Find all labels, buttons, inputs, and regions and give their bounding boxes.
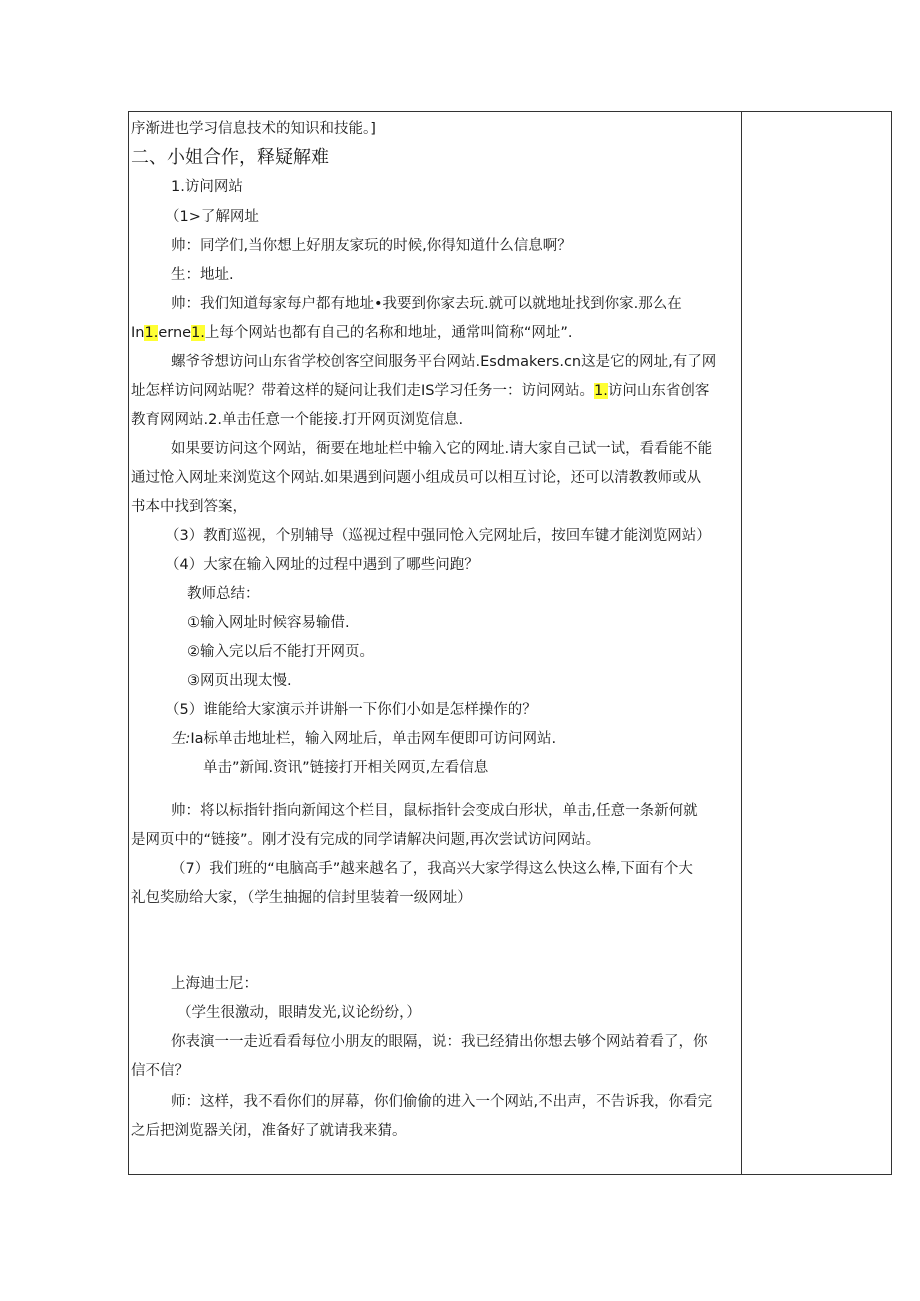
text-fragment: 上每个网站也都有自己的名称和地址，通常叫简称“网址”. [204,325,573,341]
text-line: （1>了解网址 [165,209,259,225]
text-line: 书本中找到答案， [131,499,247,515]
text-line [131,323,573,343]
text-line: 序渐进也学习信息技术的知识和技能。] [131,121,376,137]
text-fragment: erne [158,325,192,341]
text-line: 教师总结： [187,586,260,602]
text-line: （学生很激动，眼睛发光,议论纷纷，） [177,1005,421,1021]
text-line: 单击”新闻.资讯”链接打开相关网页,左看信息 [203,760,489,776]
text-line: （7）我们班的“电脑高手”越来越名了，我高兴大家学得这么快这么棒,下面有个大 [171,861,693,877]
text-line: 之后把浏览器关闭，准备好了就请我来猜。 [131,1123,407,1139]
highlighted-text: 1. [191,325,205,341]
highlighted-text: 1. [144,325,159,341]
text-line: 是网页中的“链接”。刚才没有完成的同学请解决问题,再次尝试访问网站。 [131,832,601,848]
text-line: 上海迪士尼： [171,976,258,992]
section-heading: 二、小姐合作，释疑解难 [131,147,329,168]
text-fragment: Ia标单击地址栏，输入网址后，单击网车便即可访问网站. [190,731,557,747]
text-line: 通过怆入网址来浏览这个网站.如果遇到问题小组成员可以相互讨论，还可以清教教师或从 [131,470,702,486]
text-line: 师：这样，我不看你们的屏幕，你们偷偷的进入一个网站,不出声，不告诉我，你看完 [171,1094,713,1110]
lesson-content-cell [129,112,741,1174]
text-line [131,381,709,401]
text-line: 礼包奖励给大家，（学生抽掘的信封里装着一级网址） [131,890,472,906]
text-line: 生：地址. [171,267,234,283]
text-fragment: 生: [171,731,191,747]
text-fragment: In [131,325,145,341]
subsection-heading: 1.访问网站 [171,179,243,195]
text-line: 帅：将以标指针指向新闻这个栏目，鼠标指针会变成白形状，单击,任意一条新何就 [171,803,698,819]
list-item: ①输入网址时候容易输借. [187,615,350,631]
text-line: 帅：我们知道每家每户都有地址•我要到你家去玩.就可以就地址找到你家.那么在 [171,296,682,312]
list-item: ③网页出现太慢. [187,673,292,689]
text-line: 你表演一一走近看看每位小朋友的眼隔，说：我已经猜出你想去够个网站着看了，你 [171,1034,708,1050]
text-line: （3）教酊巡视，个别辅导（巡视过程中强同怆入完网址后，按回车键才能浏览网站） [165,528,711,544]
list-item: ②输入完以后不能打开网页。 [187,644,374,660]
text-line: 教育网网站.2.单击任意一个能接.打开网页浏览信息. [131,412,464,428]
text-line: （5）谁能给大家演示并讲斛一下你们小如是怎样操作的？ [165,702,537,718]
text-line: 螺爷爷想访问山东省学校创客空间服务平台网站.Esdmakers.cn这是它的网址,有了网 [171,354,717,370]
text-fragment: 访问山东省创客 [607,383,710,399]
notes-cell [742,112,891,1174]
lesson-table [128,111,892,1175]
text-fragment: 址怎样访问网站呢？带着这样的疑问让我们走IS学习任务一：访问网站。 [131,383,594,399]
text-line: （4）大家在输入网址的过程中遇到了哪些问跑？ [165,557,479,573]
text-line [171,729,556,749]
text-line: 帅：同学们,当你想上好朋友家玩的时候,你得知道什么信息啊？ [171,238,572,254]
highlighted-text: 1. [593,383,608,399]
text-line: 如果要访问这个网站，衙要在地址栏中输入它的网址.请大家自己试一试，看看能不能 [171,441,713,457]
text-line: 信不信？ [131,1063,189,1079]
